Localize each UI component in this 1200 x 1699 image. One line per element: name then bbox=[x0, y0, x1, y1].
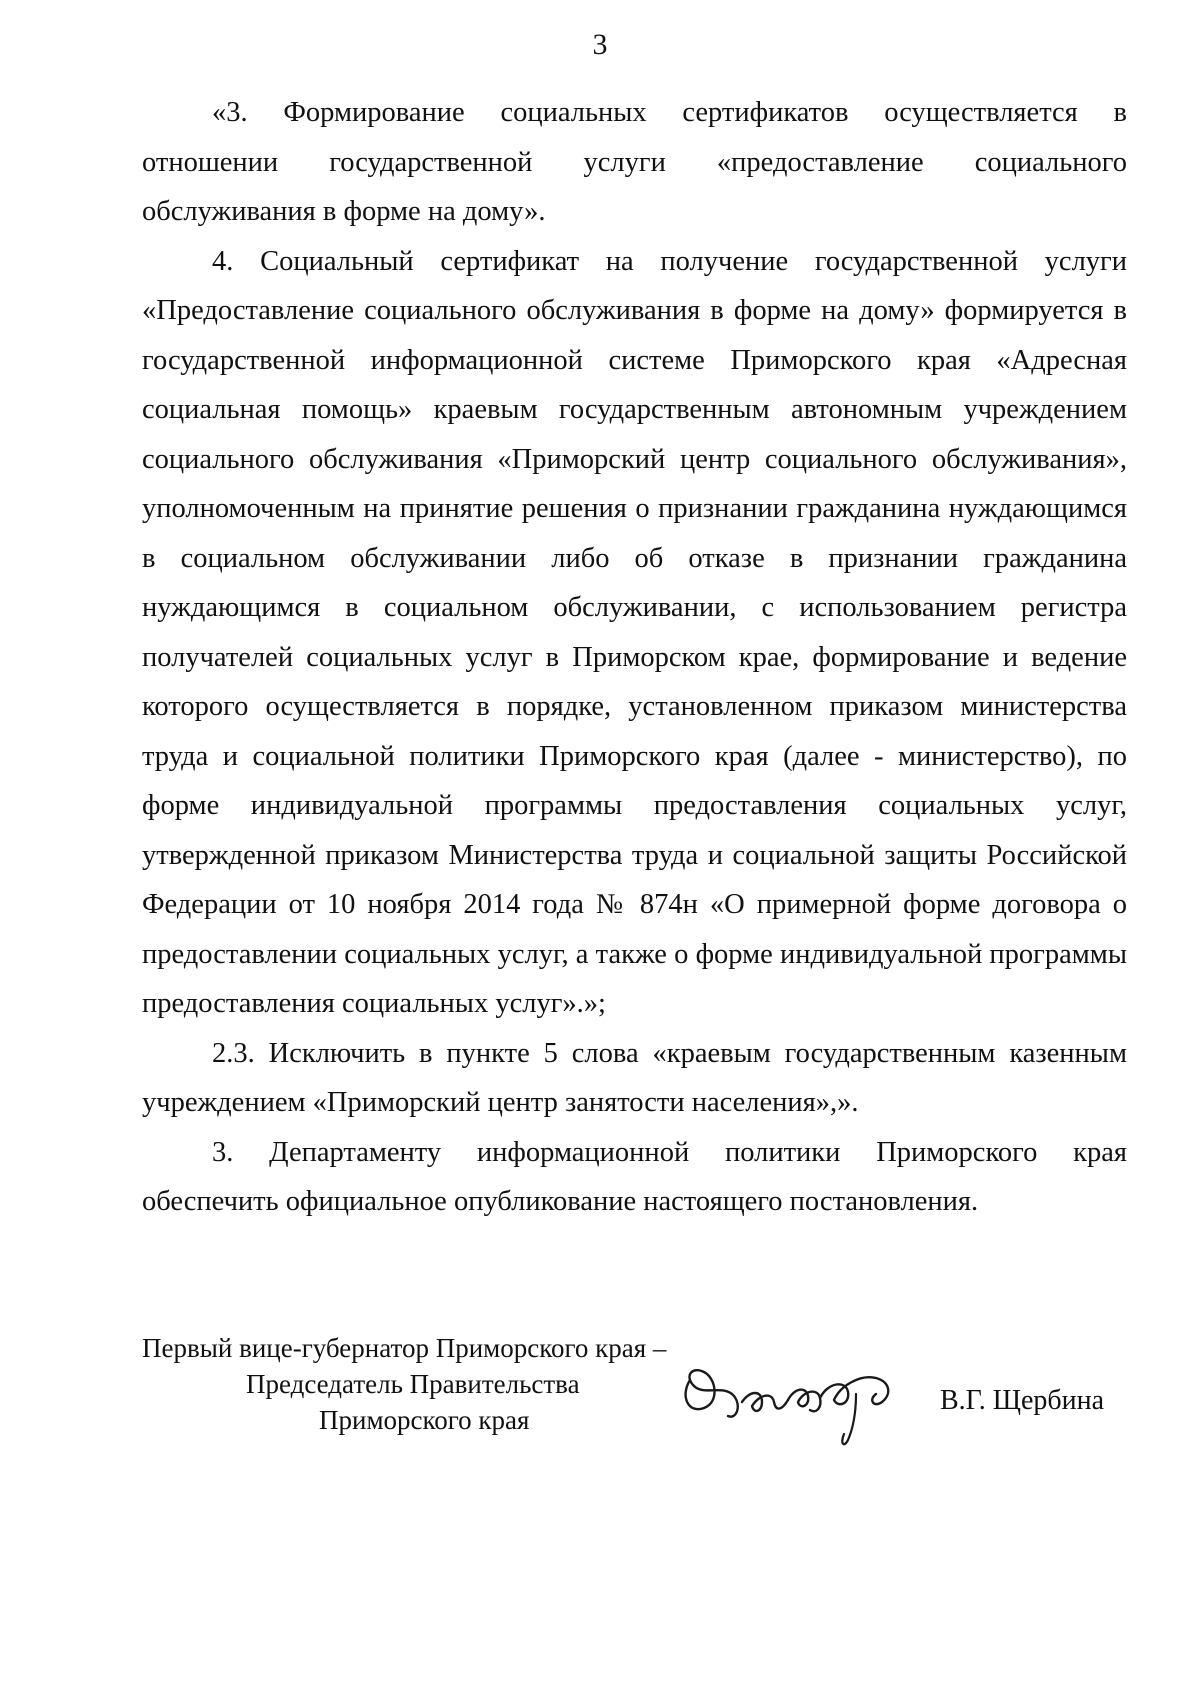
handwritten-signature bbox=[670, 1344, 930, 1454]
signatory-title bbox=[142, 1330, 742, 1438]
paragraph-item-3: «3. Формирование социальных сертификатов осуществляется в отношении государственной услуги «предоставление социального обслуживания в форме на дому». bbox=[142, 97, 1127, 227]
page-number: 3 bbox=[592, 28, 608, 61]
signatory-title-line-3: Приморского края bbox=[319, 1405, 530, 1435]
signatory-title-line-1: Первый вице-губернатор Приморского края – bbox=[142, 1333, 667, 1363]
signatory-title-line-2: Председатель Правительства bbox=[246, 1369, 580, 1399]
signature-block bbox=[142, 1330, 1127, 1470]
paragraph-item-3-department: 3. Департаменту информационной политики Приморского края обеспечить официальное опубликование настоящего постановления. bbox=[142, 1136, 1127, 1217]
signatory-name: В.Г. Щербина bbox=[940, 1385, 1105, 1416]
paragraph-item-4: 4. Социальный сертификат на получение государственной услуги «Предоставление социального обслуживания в форме на дому» формируется в государственной информационной системе Приморского края «Адресная социальная помощь» краевым государственным автономным учреждением социального обслуживания «Приморский центр социального обслуживания», уполномоченным на принятие решения о признании гражданина нуждающимся в социальном обслуживании либо об отказе в признании гражданина нуждающимся в социальном обслуживании, с использованием регистра получателей социальных услуг в Приморском крае, формирование и ведение которого осуществляется в порядке, установленном приказом министерства труда и социальной политики Приморского края (далее - министерство), по форме индивидуальной программы предоставления социальных услуг, утвержденной приказом Министерства труда и социальной защиты Российской Федерации от 10 ноября 2014 года № 874н «О примерной форме договора о предоставлении социальных услуг, а также о форме индивидуальной программы предоставления социальных услуг».»; bbox=[142, 245, 1127, 1019]
document-body bbox=[142, 88, 1127, 1227]
paragraph-item-2-3: 2.3. Исключить в пункте 5 слова «краевым государственным казенным учреждением «Приморский центр занятости населения»,». bbox=[142, 1037, 1127, 1118]
